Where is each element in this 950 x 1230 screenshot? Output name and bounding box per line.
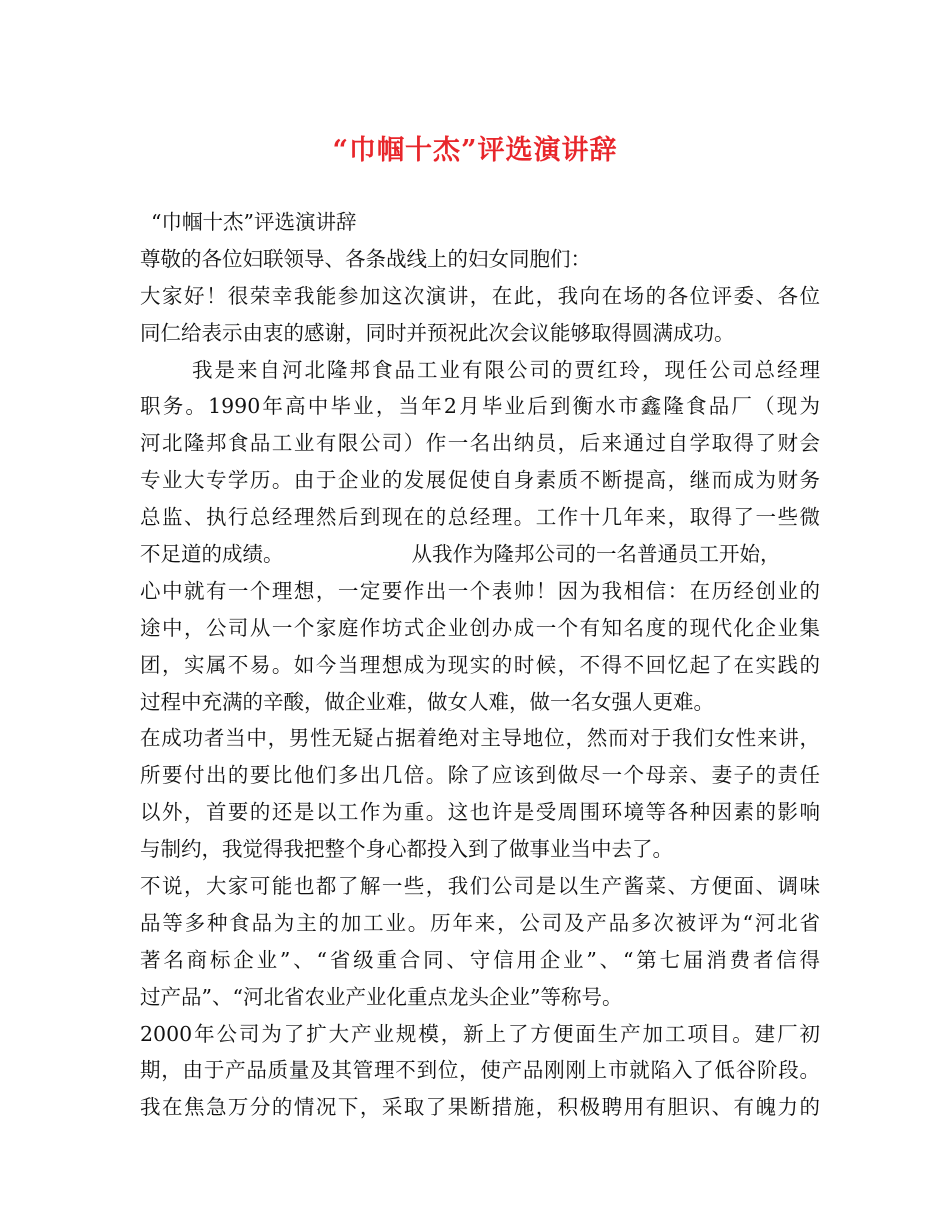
document-body: [140, 204, 820, 1126]
body-line: 团，实属不易。如今当理想成为现实的时候，不得不回忆起了在实践的: [140, 652, 820, 677]
body-line-split: [140, 536, 820, 573]
body-line: 期，由于产品质量及其管理不到位，使产品刚刚上市就陷入了低谷阶段。: [140, 1058, 820, 1083]
body-line-part: 从我作为隆邦公司的一名普通员工开始，: [411, 542, 781, 567]
body-line: 在成功者当中，男性无疑占据着绝对主导地位，然而对于我们女性来讲，: [140, 726, 820, 751]
body-line: 总监、执行总经理然后到现在的总经理。工作十几年来，取得了一些微: [140, 505, 820, 530]
body-line: 2000年公司为了扩大产业规模，新上了方便面生产加工项目。建厂初: [140, 1021, 820, 1046]
body-line: 过产品”、“河北省农业产业化重点龙头企业”等称号。: [140, 984, 623, 1009]
body-line: 著名商标企业”、“省级重合同、守信用企业”、“第七届消费者信得: [140, 947, 820, 972]
body-line: 职务。1990年高中毕业，当年2月毕业后到衡水市鑫隆食品厂（现为: [140, 394, 820, 419]
body-line: 我是来自河北隆邦食品工业有限公司的贾红玲，现任公司总经理: [192, 357, 820, 382]
body-line: 途中，公司从一个家庭作坊式企业创办成一个有知名度的现代化企业集: [140, 615, 820, 640]
body-line-part: 不足道的成绩。: [140, 542, 284, 567]
body-line: 不说，大家可能也都了解一些，我们公司是以生产酱菜、方便面、调味: [140, 874, 820, 899]
body-line-subtitle: “巾帼十杰”评选演讲辞: [151, 210, 357, 234]
body-line: 心中就有一个理想，一定要作出一个表帅！因为我相信：在历经创业的: [140, 578, 820, 603]
body-line: 大家好！很荣幸我能参加这次演讲，在此，我向在场的各位评委、各位: [140, 283, 820, 308]
body-line: 与制约，我觉得我把整个身心都投入到了做事业当中去了。: [140, 837, 673, 862]
body-line: 河北隆邦食品工业有限公司）作一名出纳员，后来通过自学取得了财会: [140, 431, 820, 456]
body-line-salutation: 尊敬的各位妇联领导、各条战线上的妇女同胞们：: [140, 246, 591, 271]
document-title: “巾帼十杰”评选演讲辞: [332, 135, 618, 166]
body-line: 所要付出的要比他们多出几倍。除了应该到做尽一个母亲、妻子的责任: [140, 763, 820, 788]
body-line: 专业大专学历。由于企业的发展促使自身素质不断提高，继而成为财务: [140, 468, 820, 493]
body-line: 过程中充满的辛酸，做企业难，做女人难，做一名女强人更难。: [140, 689, 714, 714]
body-line: 品等多种食品为主的加工业。历年来，公司及产品多次被评为“河北省: [140, 910, 820, 935]
body-line: 同仁给表示由衷的感谢，同时并预祝此次会议能够取得圆满成功。: [140, 320, 735, 345]
body-line: 以外，首要的还是以工作为重。这也许是受周围环境等各种因素的影响: [140, 800, 820, 825]
body-line: 我在焦急万分的情况下，采取了果断措施，积极聘用有胆识、有魄力的: [140, 1095, 820, 1120]
